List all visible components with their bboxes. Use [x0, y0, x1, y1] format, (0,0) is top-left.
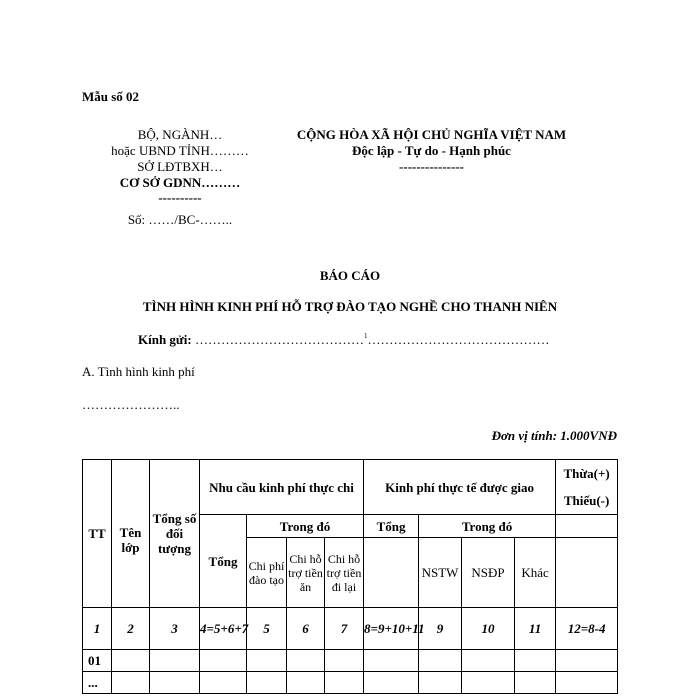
- header-surplus: Thừa(+): [556, 460, 618, 487]
- cell: [150, 672, 200, 694]
- national-title: CỘNG HÒA XÃ HỘI CHỦ NGHĨA VIỆT NAM: [296, 127, 567, 142]
- agency-divider: ----------: [158, 190, 202, 205]
- col-number: 6: [287, 608, 325, 650]
- unit-label: Đơn vị tính: 1.000VNĐ: [491, 428, 617, 443]
- agency-line-facility: CƠ SỞ GDNN………: [119, 175, 241, 190]
- row-tt: ...: [83, 672, 112, 694]
- national-divider: ---------------: [399, 159, 464, 174]
- col-number: 3: [150, 608, 200, 650]
- cell: [287, 650, 325, 672]
- cell: [515, 650, 556, 672]
- cell: [112, 650, 150, 672]
- cell: [325, 650, 364, 672]
- col-number: 8=9+10+11: [364, 608, 419, 650]
- header-required-breakdown: Trong đó: [247, 515, 364, 538]
- col-number: 5: [247, 608, 287, 650]
- cell: [247, 672, 287, 694]
- header-class-name: Tên lớp: [112, 460, 150, 608]
- recipient-label: Kính gửi:: [138, 332, 192, 347]
- agency-line-ministry: BỘ, NGÀNH…: [137, 127, 223, 142]
- cell: [364, 650, 419, 672]
- table-row: [83, 650, 618, 672]
- cell: [150, 650, 200, 672]
- recipient-footnote: 1: [363, 332, 368, 340]
- cell: [556, 672, 618, 694]
- document-number: Số: ……/BC-……..: [127, 212, 233, 227]
- header-deficit: Thiếu(-): [556, 487, 618, 515]
- col-number: 7: [325, 608, 364, 650]
- row-tt: 01: [83, 650, 112, 672]
- header-nsdp: NSĐP: [462, 538, 515, 608]
- header-required-total: Tổng: [200, 515, 247, 608]
- section-a-dots: …………………..: [82, 397, 180, 412]
- col-number: 1: [83, 608, 112, 650]
- cell: [462, 672, 515, 694]
- recipient-dots-1: …………………………………: [191, 332, 364, 347]
- col-number: 12=8-4: [556, 608, 618, 650]
- cell: [515, 672, 556, 694]
- header-balance-blank-2: [556, 538, 618, 608]
- agency-line-province: hoặc UBND TỈNH………: [111, 143, 249, 158]
- col-number: 10: [462, 608, 515, 650]
- agency-line-department: SỞ LĐTBXH…: [137, 159, 223, 174]
- national-motto: Độc lập - Tự do - Hạnh phúc: [352, 143, 511, 158]
- report-subtitle: TÌNH HÌNH KINH PHÍ HỖ TRỢ ĐÀO TẠO NGHỀ CHO THANH NIÊN: [142, 299, 558, 314]
- form-number: Mẫu số 02: [82, 89, 140, 104]
- issuing-agency-header: [80, 127, 280, 228]
- header-actual-total-blank: [364, 538, 419, 608]
- cell: [556, 650, 618, 672]
- report-title: BÁO CÁO: [319, 268, 381, 283]
- national-header: [283, 127, 580, 175]
- cell: [419, 650, 462, 672]
- header-nstw: NSTW: [419, 538, 462, 608]
- cell: [364, 672, 419, 694]
- col-number: 2: [112, 608, 150, 650]
- col-number: 4=5+6+7: [200, 608, 247, 650]
- section-a-heading: A. Tình hình kinh phí: [82, 364, 195, 379]
- recipient-line: [138, 332, 549, 348]
- cell: [462, 650, 515, 672]
- col-number: 11: [515, 608, 556, 650]
- header-meal-support: Chi hỗ trợ tiền ăn: [287, 538, 325, 608]
- header-actual-breakdown: Trong đó: [419, 515, 556, 538]
- header-total-trainees: Tổng số đối tượng: [150, 460, 200, 608]
- header-tt: TT: [83, 460, 112, 608]
- header-required-funding: Nhu cầu kinh phí thực chi: [200, 460, 364, 515]
- cell: [247, 650, 287, 672]
- header-other: Khác: [515, 538, 556, 608]
- header-actual-total: Tổng: [364, 515, 419, 538]
- report-table: [82, 459, 618, 694]
- cell: [287, 672, 325, 694]
- cell: [200, 672, 247, 694]
- recipient-dots-2: ……………………………………: [367, 332, 550, 347]
- cell: [112, 672, 150, 694]
- header-training-cost: Chi phí đào tạo: [247, 538, 287, 608]
- cell: [325, 672, 364, 694]
- header-actual-funding: Kinh phí thực tế được giao: [364, 460, 556, 515]
- cell: [200, 650, 247, 672]
- header-travel-support: Chi hỗ trợ tiền đi lại: [325, 538, 364, 608]
- col-number: 9: [419, 608, 462, 650]
- header-balance-blank: [556, 515, 618, 538]
- table-row: [83, 672, 618, 694]
- cell: [419, 672, 462, 694]
